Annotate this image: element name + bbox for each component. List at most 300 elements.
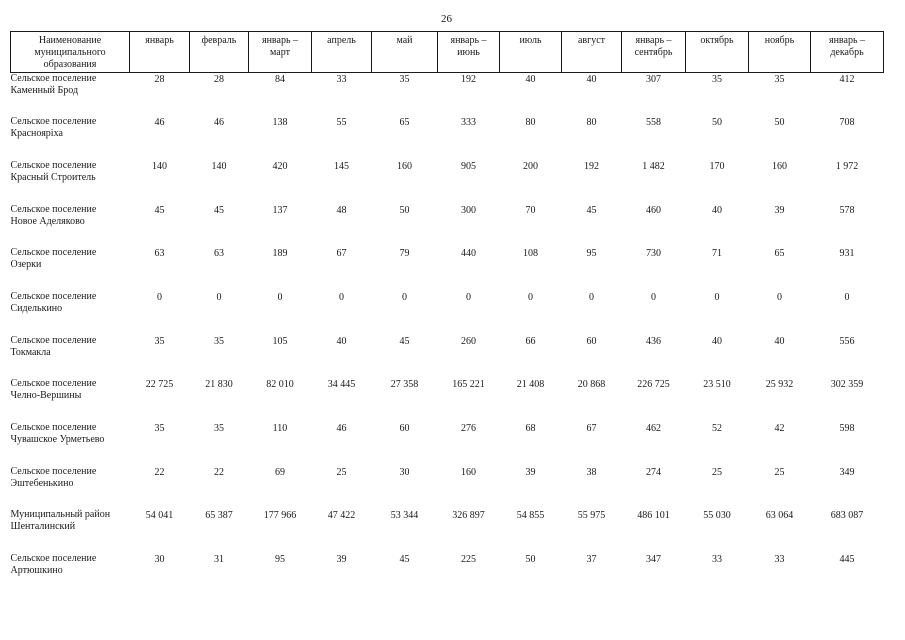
value-cell [312,378,372,422]
value-cell [749,335,811,379]
value-cell [622,247,686,291]
value-cell [562,509,622,553]
municipality-name-line: Красноярiха [10,128,63,140]
municipality-name-line: Сельское поселение [10,422,97,433]
value-cell [249,422,312,466]
value-cell [190,160,249,204]
column-header: январь – март [249,32,312,73]
value-text: 66 [525,335,536,347]
value-cell [562,247,622,291]
value-cell [130,160,190,204]
table-row [11,509,884,553]
value-text: 67 [336,248,347,260]
value-text: 54 041 [145,510,174,522]
column-header: январь [130,32,190,73]
value-cell [500,204,562,248]
value-text: 35 [712,74,722,85]
value-text: 68 [525,423,536,434]
value-text: 80 [586,117,597,129]
column-header: апрель [312,32,372,73]
value-cell [622,509,686,553]
value-cell [811,116,884,160]
column-header: май [372,32,438,73]
municipality-name-line: Каменный Брод [10,85,79,96]
municipality-name-cell [11,73,130,117]
value-text: 20 868 [577,379,606,391]
value-text: 33 [336,74,347,85]
value-cell [190,466,249,510]
value-cell [249,73,312,117]
value-cell [130,553,190,597]
value-text: 0 [339,291,344,303]
value-cell [372,422,438,466]
value-cell [622,204,686,248]
value-text: 55 030 [703,510,731,522]
value-text: 436 [646,335,661,347]
value-text: 40 [712,335,722,347]
value-text: 0 [777,291,782,303]
value-text: 45 [399,554,410,566]
value-text: 35 [214,423,224,434]
value-cell [130,116,190,160]
value-text: 21 408 [516,379,545,391]
value-cell [749,553,811,597]
value-cell [438,204,500,248]
municipality-name-line: Артюшкино [10,565,63,577]
value-text: 931 [839,248,855,260]
municipality-name-line: Сельское поселение [10,247,97,259]
table-row [11,422,884,466]
value-text: 22 [214,466,224,478]
table-row [11,466,884,510]
value-text: 39 [336,554,347,566]
value-text: 53 344 [390,510,419,522]
value-cell [500,160,562,204]
value-cell [686,553,749,597]
value-cell [312,73,372,117]
municipality-name-line: Шенталинский [10,521,76,533]
value-cell [438,160,500,204]
value-cell [372,204,438,248]
value-text: 683 087 [830,510,864,522]
value-cell [249,378,312,422]
value-text: 31 [214,554,224,566]
value-cell [249,116,312,160]
value-cell [249,466,312,510]
value-cell [438,378,500,422]
value-text: 0 [402,291,407,303]
value-cell [811,378,884,422]
value-text: 25 [712,466,722,478]
value-cell [686,422,749,466]
table-row [11,378,884,422]
value-text: 25 932 [765,379,794,391]
value-cell [372,73,438,117]
value-cell [312,335,372,379]
value-text: 48 [336,204,347,216]
value-cell [438,116,500,160]
value-text: 160 [461,466,476,478]
municipality-name-line: Сельское поселение [10,159,97,171]
value-cell [372,291,438,335]
value-cell [249,335,312,379]
value-text: 47 422 [327,510,356,522]
value-cell [190,291,249,335]
value-text: 30 [154,554,165,566]
value-text: 50 [774,117,785,129]
value-text: 486 101 [637,510,670,522]
value-text: 23 510 [703,379,731,391]
municipality-name-line: Сиделькино [10,302,63,314]
table-row [11,204,884,248]
value-text: 145 [334,160,349,172]
municipality-name-line: Озерки [10,259,42,271]
value-text: 160 [397,160,412,172]
value-cell [622,335,686,379]
value-text: 46 [154,117,165,129]
value-text: 65 [399,117,410,129]
municipality-name-line: Челно-Вершины [10,390,82,402]
municipality-name-line: Муниципальный район [10,509,111,521]
municipality-name-cell [11,378,130,422]
value-text: 35 [214,335,224,347]
value-cell [312,116,372,160]
value-cell [130,204,190,248]
value-cell [562,160,622,204]
value-text: 67 [586,423,597,434]
value-text: 40 [586,74,597,85]
value-cell [130,247,190,291]
value-cell [500,73,562,117]
value-text: 110 [272,423,288,434]
value-text: 28 [214,74,224,85]
municipality-name-line: Новое Аделяково [10,215,85,227]
value-cell [130,291,190,335]
value-text: 440 [461,248,476,260]
municipality-name-cell [11,116,130,160]
value-cell [500,509,562,553]
value-text: 0 [651,291,656,303]
value-text: 0 [277,291,283,303]
value-text: 33 [774,554,785,566]
value-cell [749,466,811,510]
value-cell [312,247,372,291]
value-text: 95 [586,248,597,260]
value-text: 138 [272,117,288,129]
value-text: 140 [152,160,167,172]
value-cell [190,553,249,597]
value-cell [249,509,312,553]
value-cell [562,553,622,597]
municipality-name-cell [11,247,130,291]
value-cell [500,466,562,510]
value-cell [190,73,249,117]
value-text: 0 [589,291,594,303]
value-text: 25 [774,466,785,478]
value-text: 60 [399,423,410,434]
value-cell [500,116,562,160]
value-text: 1 482 [642,160,665,172]
value-text: 302 359 [830,379,864,391]
value-text: 160 [772,160,787,172]
value-cell [249,291,312,335]
value-cell [811,247,884,291]
value-cell [312,466,372,510]
value-text: 140 [211,160,227,172]
value-cell [686,247,749,291]
table-row [11,73,884,117]
value-text: 300 [461,204,476,216]
municipality-name-line: Сельское поселение [10,73,97,84]
value-cell [438,509,500,553]
value-cell [686,116,749,160]
value-text: 63 [214,248,224,260]
value-cell [372,116,438,160]
municipality-name-line: Сельское поселение [10,553,97,565]
value-text: 50 [525,554,536,566]
value-text: 260 [461,335,476,347]
value-cell [190,204,249,248]
value-cell [438,335,500,379]
value-text: 80 [525,117,536,129]
municipality-name-line: Красный Строитель [10,171,96,183]
value-text: 40 [774,335,785,347]
value-cell [622,553,686,597]
value-text: 45 [399,335,410,347]
column-header: январь – июнь [438,32,500,73]
municipality-name-line: Эштебенькино [10,477,74,489]
value-cell [562,422,622,466]
table-row [11,291,884,335]
table-row [11,247,884,291]
value-text: 105 [272,335,288,347]
column-header: июль [500,32,562,73]
value-text: 79 [399,248,410,260]
value-cell [686,378,749,422]
value-cell [438,553,500,597]
value-text: 46 [336,423,347,434]
value-text: 27 358 [390,379,419,391]
value-cell [249,204,312,248]
municipality-name-line: Сельское поселение [10,203,97,215]
value-cell [749,73,811,117]
value-text: 349 [839,466,855,478]
value-text: 905 [461,160,476,172]
value-text: 558 [646,117,661,129]
column-header: октябрь [686,32,749,73]
value-cell [811,204,884,248]
value-text: 226 725 [637,379,670,391]
value-text: 55 [336,117,347,129]
value-text: 420 [272,160,288,172]
value-text: 347 [646,554,661,566]
value-cell [622,422,686,466]
value-cell [372,247,438,291]
municipality-name-cell [11,509,130,553]
value-cell [749,247,811,291]
value-text: 333 [461,117,476,129]
value-text: 63 [154,248,165,260]
value-text: 54 855 [516,510,545,522]
table-body [11,73,884,597]
value-text: 35 [399,74,410,85]
value-text: 25 [336,466,347,478]
value-text: 84 [275,74,285,85]
value-text: 274 [646,466,661,478]
value-cell [130,378,190,422]
value-cell [749,422,811,466]
value-cell [749,116,811,160]
value-text: 307 [646,74,661,85]
value-text: 33 [712,554,722,566]
value-text: 71 [712,248,722,260]
value-text: 55 975 [577,510,606,522]
value-cell [622,116,686,160]
value-cell [312,509,372,553]
value-cell [749,291,811,335]
value-cell [500,422,562,466]
value-cell [686,160,749,204]
value-text: 0 [466,291,471,303]
value-cell [811,291,884,335]
value-text: 21 830 [205,379,233,391]
value-cell [500,291,562,335]
value-cell [372,378,438,422]
value-text: 460 [646,204,661,216]
value-cell [562,378,622,422]
value-cell [562,291,622,335]
municipality-name-cell [11,291,130,335]
value-cell [622,160,686,204]
value-cell [500,247,562,291]
value-cell [811,335,884,379]
value-text: 0 [844,291,850,303]
municipality-name-cell [11,553,130,597]
value-cell [749,509,811,553]
value-text: 35 [154,335,165,347]
value-text: 39 [525,466,536,478]
value-cell [622,378,686,422]
page-number: 26 [441,13,452,25]
value-cell [190,247,249,291]
value-cell [249,553,312,597]
value-text: 225 [461,554,476,566]
table-row [11,160,884,204]
value-text: 578 [839,204,855,216]
value-cell [190,335,249,379]
data-table [10,31,884,597]
municipality-name-line: Чувашское Урметьево [10,434,105,445]
value-cell [622,466,686,510]
value-text: 50 [399,204,410,216]
value-text: 35 [774,74,785,85]
value-text: 556 [839,335,855,347]
value-text: 46 [214,117,224,129]
value-text: 38 [586,466,597,478]
value-cell [190,378,249,422]
value-text: 276 [461,423,476,434]
municipality-name-line: Сельское поселение [10,116,97,128]
value-cell [622,291,686,335]
value-text: 82 010 [266,379,294,391]
value-cell [686,73,749,117]
value-cell [130,509,190,553]
value-text: 22 [154,466,165,478]
value-cell [811,73,884,117]
value-text: 137 [272,204,288,216]
value-text: 0 [528,291,533,303]
value-text: 1 972 [835,160,859,172]
value-cell [562,116,622,160]
value-cell [686,466,749,510]
value-text: 192 [461,74,476,85]
value-text: 326 897 [452,510,485,522]
value-cell [686,204,749,248]
municipality-name-line: Сельское поселение [10,465,97,477]
value-text: 52 [712,423,722,434]
value-text: 708 [839,117,855,129]
value-text: 189 [272,248,288,260]
value-text: 40 [525,74,536,85]
value-text: 170 [709,160,725,172]
value-cell [811,509,884,553]
column-header: февраль [190,32,249,73]
value-cell [372,553,438,597]
table-row [11,116,884,160]
value-cell [562,466,622,510]
value-text: 37 [586,554,597,566]
value-cell [438,73,500,117]
value-text: 730 [646,248,661,260]
value-cell [811,466,884,510]
value-cell [749,160,811,204]
value-cell [438,422,500,466]
value-cell [686,509,749,553]
value-cell [312,160,372,204]
value-text: 108 [523,248,538,260]
value-text: 63 064 [765,510,794,522]
value-cell [249,160,312,204]
value-text: 35 [154,423,165,434]
value-cell [749,204,811,248]
value-cell [130,422,190,466]
municipality-name-line: Сельское поселение [10,290,97,302]
value-cell [249,247,312,291]
value-text: 192 [584,160,599,172]
value-cell [130,466,190,510]
value-cell [372,509,438,553]
value-cell [811,160,884,204]
value-text: 65 [774,248,785,260]
value-cell [312,291,372,335]
table-header-row [11,32,884,73]
value-cell [500,553,562,597]
municipality-name-cell [11,160,130,204]
value-cell [312,553,372,597]
value-cell [438,247,500,291]
column-header: Наименование муниципального образования [11,32,130,73]
value-cell [686,291,749,335]
table-row [11,553,884,597]
value-text: 28 [154,74,165,85]
value-text: 0 [216,291,222,303]
municipality-name-cell [11,204,130,248]
value-text: 412 [839,74,855,85]
value-text: 42 [774,423,785,434]
value-cell [190,509,249,553]
value-text: 95 [275,554,285,566]
value-text: 45 [586,204,597,216]
